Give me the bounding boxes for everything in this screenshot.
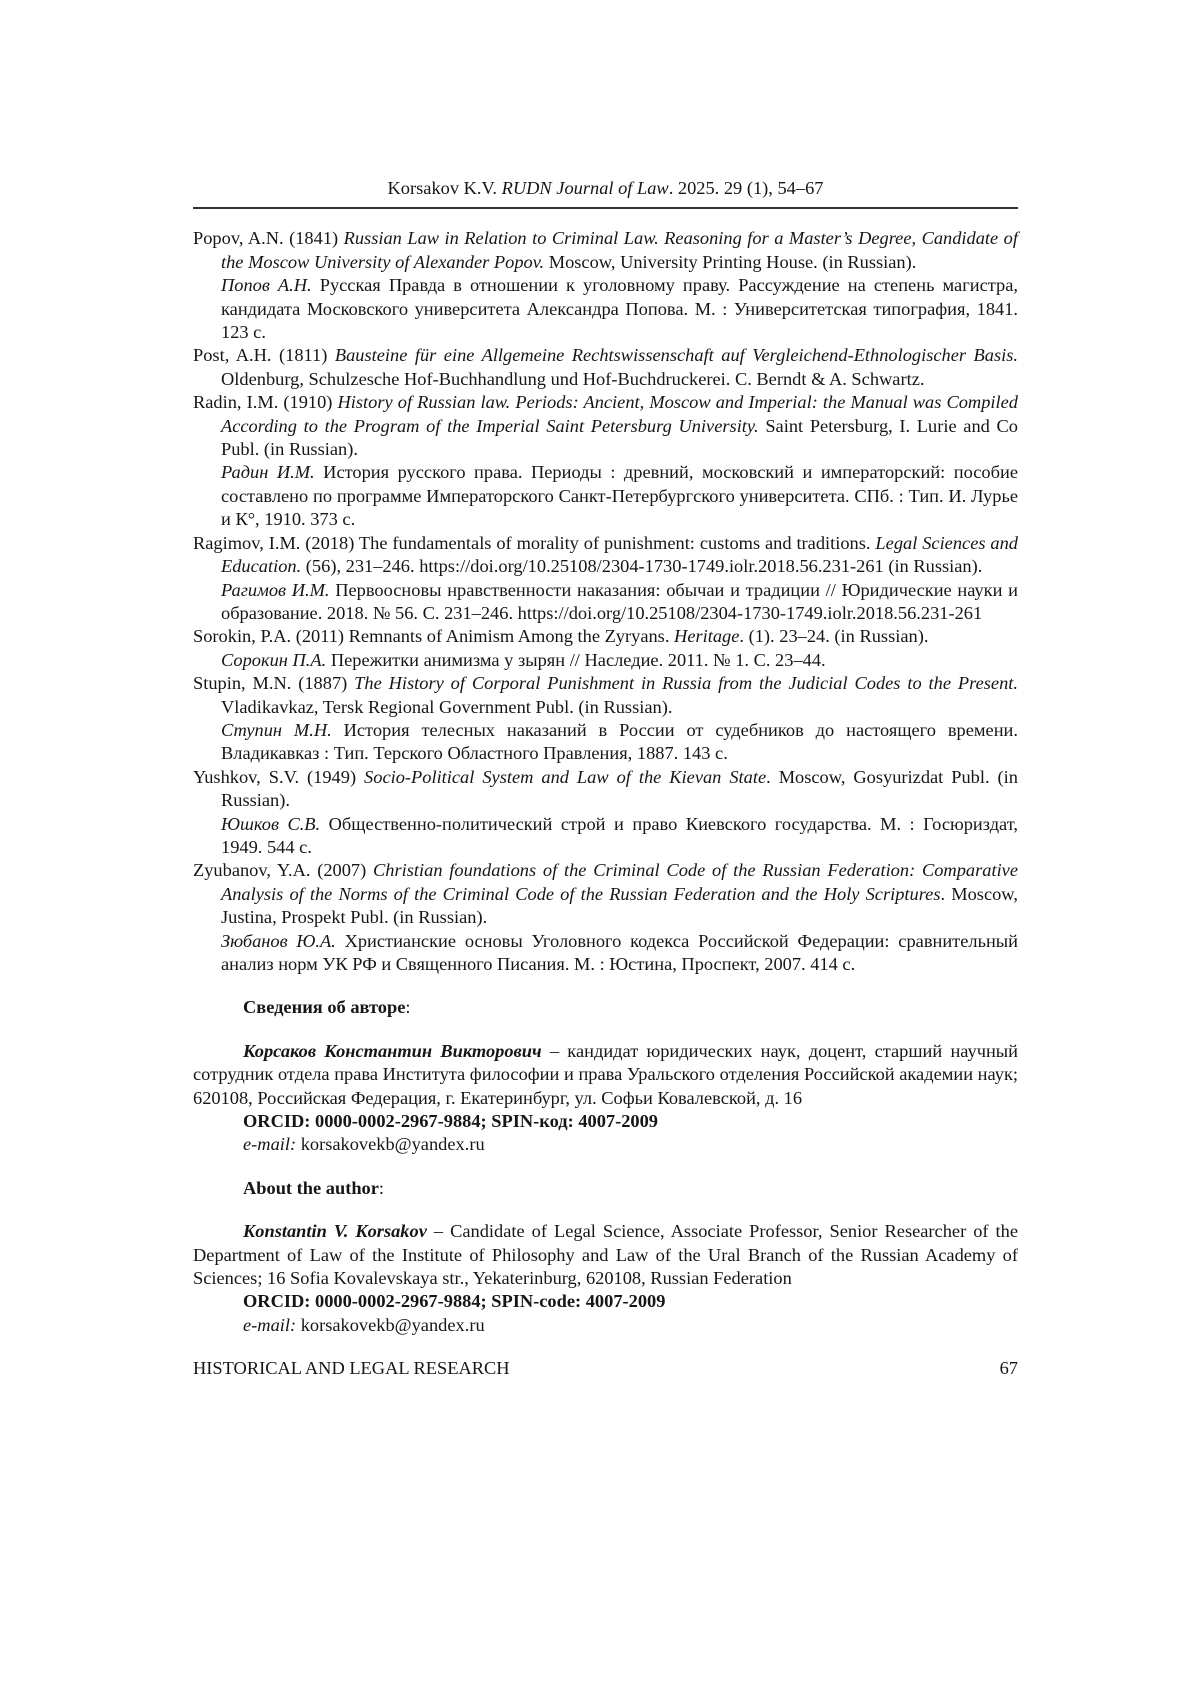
reference-entry-ru	[193, 579, 1018, 626]
reference-entry-en	[193, 766, 1018, 813]
text-run: ORCID: 0000-0002-2967-9884; SPIN-code: 4007-2009	[243, 1291, 666, 1312]
text-run: Zyubanov, Y.A. (2007)	[193, 860, 374, 881]
text-run: Зюбанов Ю.А.	[221, 930, 336, 951]
text-run: Bausteine für eine Allgemeine Rechtswissenschaft auf Vergleichend-Ethnologischer Basis.	[334, 345, 1019, 366]
text-run: (56), 231–246. https://doi.org/10.25108/2304-1730-1749.iolr.2018.56.231-261 (in Russian).	[301, 556, 983, 577]
text-run: Radin, I.M. (1910)	[193, 392, 338, 413]
text-run: – Candidate of Legal Science, Associate Professor, Senior Researcher of the Department of Law of the Institute of Philosophy and Law of the Ural Branch of the Russian Academy of Sciences; 16 Sofia Kovalevskaya str., Yekaterinburg, 620108, Russian Federation	[193, 1221, 1018, 1289]
text-run: Сведения об авторе	[243, 997, 406, 1018]
running-header-journal-title: RUDN Journal of Law	[501, 178, 669, 198]
text-run: Popov, A.N. (1841)	[193, 228, 344, 249]
text-run: История телесных наказаний в России от судебников до настоящего времени. Владикавказ : Тип. Терского Областного Правления, 1887. 143 с.	[221, 719, 1018, 764]
reference-entry-ru	[193, 274, 1018, 344]
text-run: Ragimov, I.M. (2018) The fundamentals of morality of punishment: customs and traditions.	[193, 532, 876, 553]
orcid-line-en	[193, 1290, 1018, 1313]
text-run: – кандидат юридических наук, доцент, старший научный сотрудник отдела права Института философии и права Уральского отделения Российской академии наук; 620108, Российская Федерация, г. Екатеринбург, ул. Софьи Ковалевской, д. 16	[193, 1040, 1018, 1108]
text-run: Stupin, M.N. (1887)	[193, 673, 355, 694]
text-run: korsakovekb@yandex.ru	[296, 1314, 485, 1335]
running-header	[193, 177, 1018, 200]
reference-entry-en	[193, 227, 1018, 274]
text-run: Сорокин П.А.	[221, 649, 327, 670]
text-run: Ступин М.Н.	[221, 719, 332, 740]
text-run: Christian foundations of the Criminal Code of the Russian Federation: Comparative Analysis of the Norms of the Criminal Code of the Russian Federation and the Holy Scriptures	[221, 860, 1018, 904]
text-run: About the author	[243, 1177, 379, 1198]
text-run: . (1). 23–24. (in Russian).	[739, 626, 929, 647]
text-run: Юшков С.В.	[221, 813, 321, 834]
text-run: Радин И.М.	[221, 462, 315, 483]
text-run: Legal Sciences and Education.	[221, 532, 1018, 577]
text-run: Русская Правда в отношении к уголовному праву. Рассуждение на степень магистра, кандидата Московского университета Александра Попова. М. : Университетская типография, 1841. 123 с.	[221, 275, 1018, 343]
running-header-author: Korsakov K.V.	[387, 178, 502, 198]
text-run: . Moscow, Gosyurizdat Publ. (in Russian).	[221, 766, 1018, 811]
about-author-section-en	[193, 1177, 1018, 1337]
text-run: Рагимов И.М.	[221, 579, 330, 600]
text-run: Vladikavkaz, Tersk Regional Government Publ. (in Russian).	[221, 696, 673, 717]
reference-entry-en	[193, 344, 1018, 391]
about-author-section-ru	[193, 996, 1018, 1156]
text-run: Попов А.Н.	[221, 275, 312, 296]
text-run: ORCID: 0000-0002-2967-9884; SPIN-код: 4007-2009	[243, 1111, 659, 1132]
text-run: Saint Petersburg, I. Lurie and Co Publ. (in Russian).	[221, 415, 1018, 460]
reference-entry-ru	[193, 649, 1018, 672]
text-run: :	[405, 997, 411, 1018]
text-run: Oldenburg, Schulzesche Hof-Buchhandlung und Hof-Buchdruckerei. C. Berndt & A. Schwartz.	[221, 368, 925, 389]
text-run: Post, A.H. (1811)	[193, 345, 335, 366]
text-run: Yushkov, S.V. (1949)	[193, 766, 365, 787]
page-number: 67	[999, 1358, 1018, 1379]
text-run: Russian Law in Relation to Criminal Law. Reasoning for a Master’s Degree, Candidate of the Moscow University of Alexander Popov.	[221, 228, 1018, 272]
text-run: History of Russian law. Periods: Ancient, Moscow and Imperial: the Manual was Compiled According to the Program of the Imperial Saint Petersburg University.	[221, 392, 1018, 436]
text-run: Socio-Political System and Law of the Kievan State	[364, 766, 767, 787]
section-heading-ru	[193, 996, 1018, 1019]
text-run: . Moscow, Justina, Prospekt Publ. (in Russian).	[221, 883, 1018, 928]
email-line-en	[193, 1314, 1018, 1337]
running-header-issue: . 2025. 29 (1), 54–67	[668, 178, 824, 198]
page-footer	[193, 1357, 1018, 1380]
text-run: Пережитки анимизма у зырян // Наследие. 2011. № 1. С. 23–44.	[326, 649, 826, 670]
reference-entry-en	[193, 672, 1018, 719]
text-run: e-mail:	[243, 1314, 297, 1335]
reference-entry-en	[193, 859, 1018, 929]
text-run: Sorokin, P.A. (2011) Remnants of Animism Among the Zyryans.	[193, 626, 675, 647]
text-run: Moscow, University Printing House. (in Russian).	[544, 251, 917, 272]
footer-section-title: HISTORICAL AND LEGAL RESEARCH	[193, 1358, 510, 1379]
text-run: Христианские основы Уголовного кодекса Российской Федерации: сравнительный анализ норм УК РФ и Священного Писания. М. : Юстина, Проспект, 2007. 414 с.	[221, 930, 1018, 974]
email-line-ru	[193, 1133, 1018, 1156]
orcid-line-ru	[193, 1110, 1018, 1133]
section-heading-en	[193, 1177, 1018, 1200]
references-list	[193, 227, 1018, 976]
text-run: Heritage	[674, 626, 740, 647]
text-run: The History of Corporal Punishment in Russia from the Judicial Codes to the Present.	[354, 673, 1018, 694]
reference-entry-ru	[193, 719, 1018, 766]
author-bio-en	[193, 1220, 1018, 1290]
reference-entry-ru	[193, 930, 1018, 977]
reference-entry-ru	[193, 461, 1018, 531]
text-run: korsakovekb@yandex.ru	[296, 1134, 485, 1155]
reference-entry-en	[193, 625, 1018, 648]
text-run: e-mail:	[243, 1134, 297, 1155]
reference-entry-ru	[193, 813, 1018, 860]
text-run: Konstantin V. Korsakov	[243, 1221, 427, 1242]
reference-entry-en	[193, 391, 1018, 461]
header-rule	[193, 207, 1018, 209]
text-run: :	[378, 1177, 385, 1198]
text-run: История русского права. Периоды : древний, московский и императорский: пособие составлено по программе Императорского Санкт-Петербургского университета. СПб. : Тип. И. Лурье и К°, 1910. 373 с.	[221, 462, 1018, 530]
reference-entry-en	[193, 532, 1018, 579]
text-run: Общественно-политический строй и право Киевского государства. М. : Госюриздат, 1949. 544 с.	[221, 813, 1018, 857]
text-run: Первоосновы нравственности наказания: обычаи и традиции // Юридические науки и образование. 2018. № 56. С. 231–246. https://doi.org/10.25108/2304-1730-1749.iolr.2018.56.231-261	[221, 579, 1018, 623]
author-bio-ru	[193, 1040, 1018, 1110]
text-run: Корсаков Константин Викторович	[243, 1040, 542, 1061]
